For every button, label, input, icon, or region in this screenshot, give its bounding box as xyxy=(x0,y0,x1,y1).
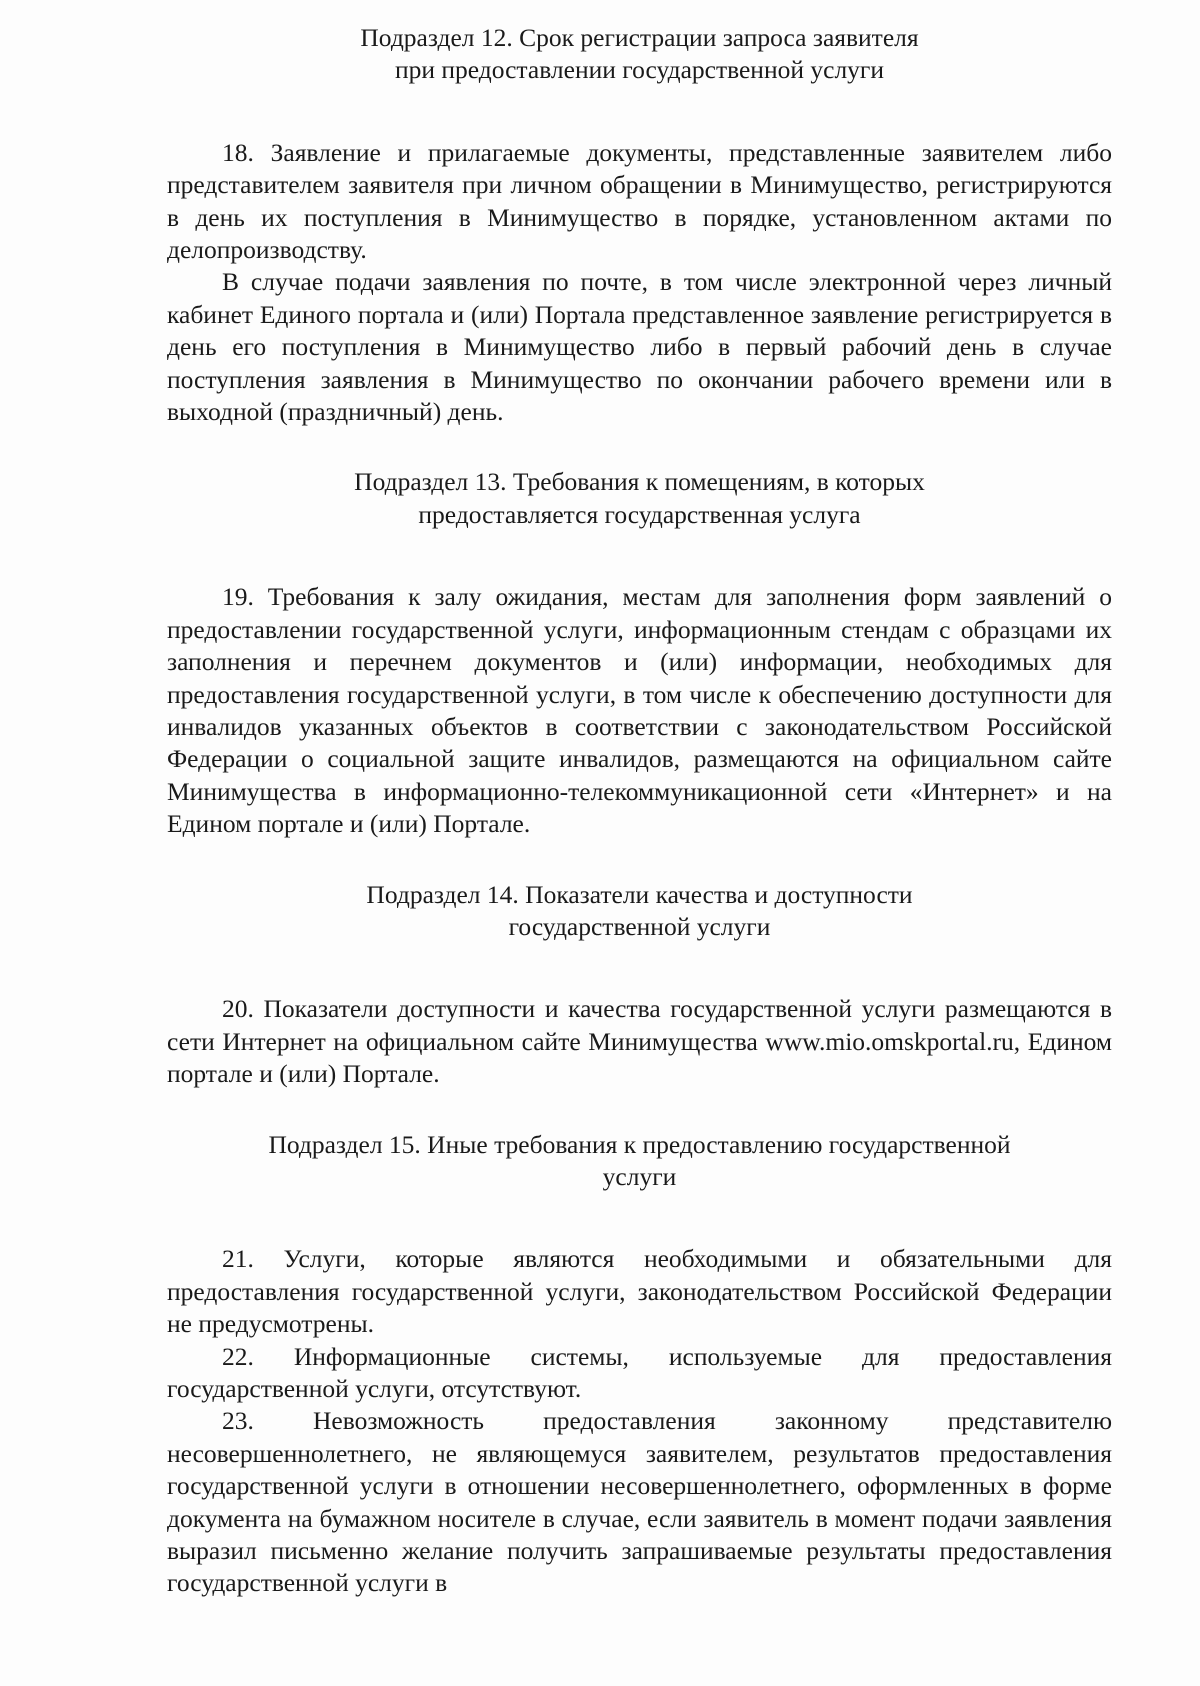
paragraph-20: 20. Показатели доступности и качества государственной услуги размещаются в сети Интернет на официальном сайте Минимущества www.mio.omskportal.ru, Едином портале и (или) Портале. xyxy=(167,994,1112,1089)
section-14-heading xyxy=(167,879,1112,944)
paragraph-21: 21. Услуги, которые являются необходимыми и обязательными для предоставления государственной услуги, законодательством Российской Федерации не предусмотрены. xyxy=(167,1244,1112,1339)
section-14-heading-line1: Подраздел 14. Показатели качества и доступности xyxy=(366,879,913,909)
paragraph-18: 18. Заявление и прилагаемые документы, представленные заявителем либо представителем заявителя при личном обращении в Минимущество, регистрируются в день их поступления в Минимущество в порядке, установленном актами по делопроизводству. xyxy=(167,137,1112,265)
spacer xyxy=(167,1091,1112,1129)
section-13-heading-line2: предоставляется государственная услуга xyxy=(418,499,861,529)
paragraph-19: 19. Требования к залу ожидания, местам для заполнения форм заявлений о предоставлении государственной услуги, информационным стендам с образцами их заполнения и перечнем документов и (или) информации, необходимых для предоставления государственной услуги, в том числе к обеспечению доступности для инвалидов указанных объектов в соответствии с законодательством Российской Федерации о социальной защите инвалидов, размещаются на официальном сайте Минимущества в информационно-телекоммуникационной сети «Интернет» и на Едином портале и (или) Портале. xyxy=(167,582,1112,839)
section-12-heading-line1: Подраздел 12. Срок регистрации запроса заявителя xyxy=(360,23,919,52)
document-body xyxy=(167,22,1112,1600)
section-13-heading xyxy=(167,466,1112,531)
spacer xyxy=(167,428,1112,466)
paragraph-18-continued: В случае подачи заявления по почте, в том числе электронной через личный кабинет Единого портала и (или) Портала представленное заявление регистрируется в день его поступления в Минимущество либо в первый рабочий день в случае поступления заявления в Минимущество по окончании рабочего времени или в выходной (праздничный) день. xyxy=(167,267,1112,427)
paragraph-22: 22. Информационные системы, используемые для предоставления государственной услуги, отсутствуют. xyxy=(167,1341,1112,1403)
paragraph-23: 23. Невозможность предоставления законному представителю несовершеннолетнего, не являющемуся заявителем, результатов предоставления государственной услуги в отношении несовершеннолетнего, оформленных в форме документа на бумажном носителе в случае, если заявитель в момент подачи заявления выразил письменно желание получить запрашиваемые результаты предоставления государственной услуги в xyxy=(167,1406,1112,1598)
section-13-heading-line1: Подраздел 13. Требования к помещениям, в которых xyxy=(354,467,925,497)
spacer xyxy=(167,841,1112,879)
section-12-heading-line2: при предоставлении государственной услуги xyxy=(394,55,885,85)
section-15-heading xyxy=(167,1129,1112,1194)
section-15-heading-line1: Подраздел 15. Иные требования к предоставлению государственной xyxy=(268,1129,1011,1159)
section-15-heading-line2: услуги xyxy=(602,1161,677,1191)
section-12-heading xyxy=(167,22,1112,87)
section-14-heading-line2: государственной услуги xyxy=(508,911,771,941)
